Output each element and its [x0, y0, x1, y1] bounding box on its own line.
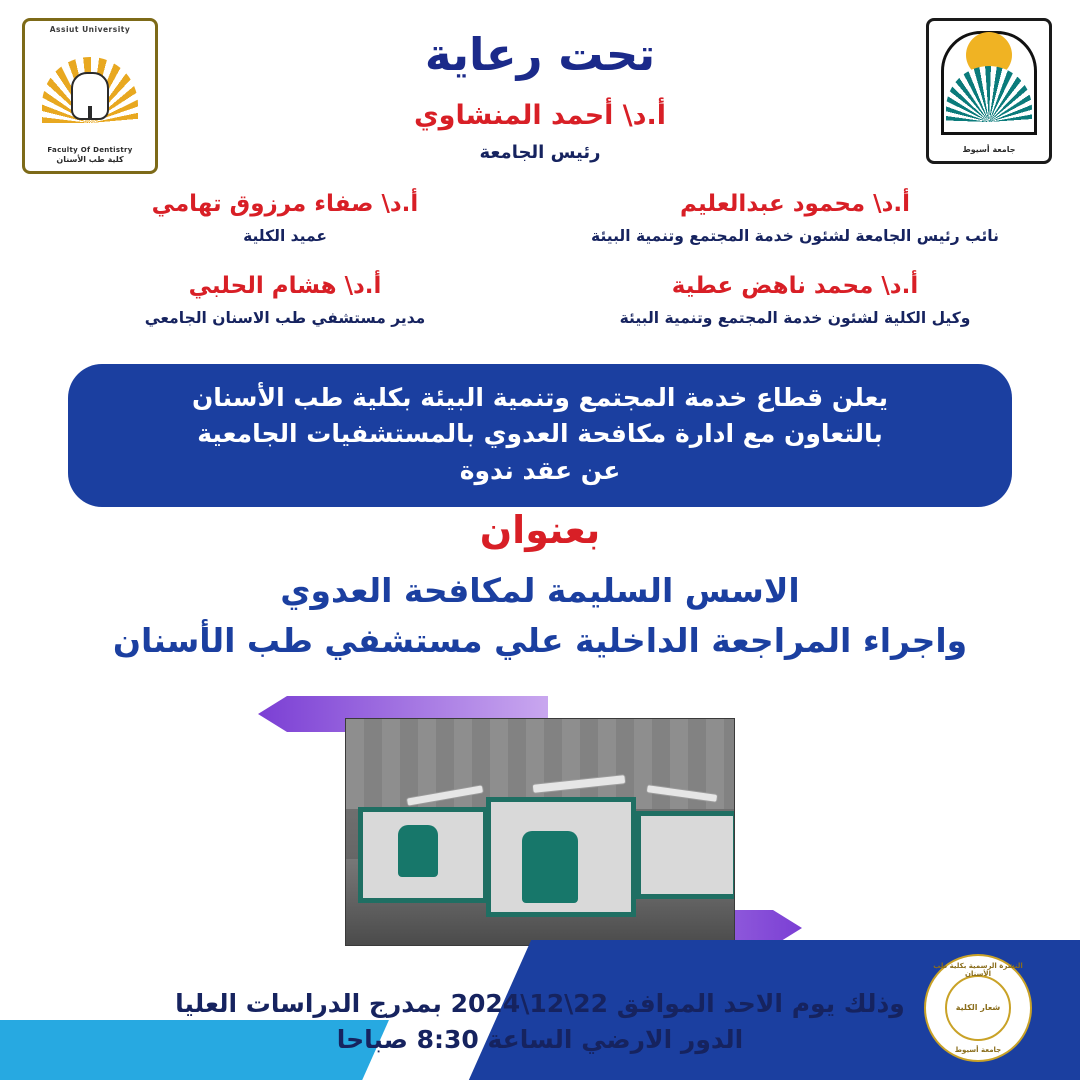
- subject-line-2: واجراء المراجعة الداخلية علي مستشفي طب الأسنان: [112, 620, 968, 660]
- photo-dental-chair: [522, 831, 578, 903]
- person-role: مدير مستشفي طب الاسنان الجامعي: [144, 308, 426, 327]
- people-grid: [40, 190, 1040, 328]
- subject-block: [0, 566, 1080, 665]
- logo-left-caption-ar: كلية طب الأسنان: [56, 155, 124, 164]
- event-time: الدور الارضي الساعة 8:30 صباحا: [336, 1025, 744, 1054]
- announcement-line-2: بالتعاون مع ادارة مكافحة العدوي بالمستشفيات الجامعية: [197, 419, 883, 449]
- logo-left-top-text: Assiut University: [49, 25, 131, 34]
- page-title: تحت رعاية: [424, 28, 656, 81]
- clinic-photo: [345, 718, 735, 946]
- clinic-photo-image: [345, 718, 735, 946]
- person-name: أ.د\ صفاء مرزوق تهامي: [151, 191, 419, 217]
- announcement-line-1: يعلن قطاع خدمة المجتمع وتنمية البيئة بكلية طب الأسنان: [191, 383, 889, 412]
- person-role: وكيل الكلية لشئون خدمة المجتمع وتنمية البيئة: [619, 308, 971, 327]
- seal-top-text: النشرة الرسمية بكلية طب الأسنان: [933, 962, 1023, 978]
- photo-dental-chair: [398, 825, 438, 877]
- announcement-line-3: عن عقد ندوة: [459, 455, 621, 485]
- seal-center-text: شعار الكلية: [945, 975, 1011, 1041]
- patron-role: رئيس الجامعة: [479, 142, 601, 163]
- person-card-3: [550, 272, 1040, 328]
- person-name: أ.د\ محمود عبدالعليم: [680, 191, 910, 217]
- logo-left-caption-en: Faculty Of Dentistry: [47, 146, 133, 155]
- people-row-2: [40, 272, 1040, 328]
- person-role: نائب رئيس الجامعة لشئون خدمة المجتمع وتنمية البيئة: [591, 226, 999, 245]
- patron-name: أ.د\ أحمد المنشاوي: [413, 100, 667, 131]
- logo-right-caption-ar: جامعة أسيوط: [962, 145, 1016, 154]
- photo-partition: [636, 811, 735, 899]
- person-name: أ.د\ هشام الحلبي: [188, 273, 382, 300]
- person-role: عميد الكلية: [243, 226, 327, 245]
- person-card-2: [40, 190, 530, 246]
- event-date: وذلك يوم الاحد الموافق 22\12\2024 بمدرج الدراسات العليا: [175, 989, 905, 1018]
- announcement-banner: [68, 364, 1012, 507]
- official-seal: [924, 954, 1032, 1062]
- person-card-4: [40, 272, 530, 328]
- people-row-1: [40, 190, 1040, 246]
- seal-bottom-text: جامعة أسيوط: [954, 1046, 1002, 1054]
- subject-line-1: الاسس السليمة لمكافحة العدوي: [280, 571, 800, 610]
- subject-label: بعنوان: [479, 508, 601, 552]
- person-card-1: [550, 190, 1040, 246]
- person-name: أ.د\ محمد ناهض عطية: [671, 273, 919, 300]
